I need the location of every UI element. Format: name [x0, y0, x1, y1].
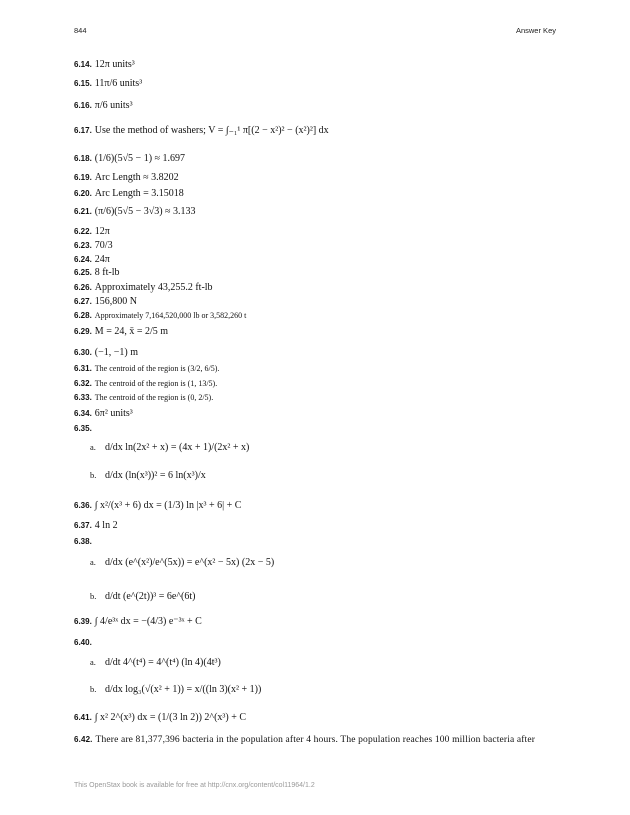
answer-text: ∫ x² 2^(x³) dx = (1/(3 ln 2)) 2^(x³) + C	[94, 712, 247, 723]
answer-6-22	[74, 226, 570, 238]
sub-label: b.	[90, 684, 97, 694]
section-title: Answer Key	[515, 26, 556, 35]
answer-6-40	[74, 637, 570, 649]
answer-6-25	[74, 267, 570, 279]
answer-6-28	[74, 310, 570, 322]
answer-text: The centroid of the region is (1, 13/5).	[94, 379, 218, 388]
answer-6-42	[74, 734, 570, 746]
sub-label: b.	[90, 591, 97, 601]
answer-text: 6π² units³	[94, 408, 133, 419]
answer-6-34	[74, 408, 570, 420]
answer-number: 6.15.	[74, 79, 92, 88]
answer-number: 6.34.	[74, 409, 92, 418]
answer-text: The centroid of the region is (0, 2/5).	[94, 393, 214, 402]
answer-6-35-a	[90, 441, 249, 454]
answer-text: (1/6)(5√5 − 1) ≈ 1.697	[94, 153, 186, 164]
answer-6-38	[74, 536, 570, 548]
answer-number: 6.19.	[74, 173, 92, 182]
answer-text: π/6 units³	[94, 100, 133, 111]
answer-number: 6.39.	[74, 617, 92, 626]
answer-text: 156,800 N	[94, 296, 138, 307]
answer-6-36	[74, 500, 570, 512]
answer-6-37	[74, 520, 570, 532]
answer-6-27	[74, 296, 570, 308]
answer-text: 8 ft-lb	[94, 267, 120, 278]
answer-6-41	[74, 712, 570, 724]
footer-note: This OpenStax book is available for free at http://cnx.org/content/col11964/1.2	[74, 782, 315, 789]
answer-text: There are 81,377,396 bacteria in the population after 4 hours. The population reaches 100 million bacteria after	[95, 735, 536, 745]
answer-number: 6.28.	[74, 311, 92, 320]
answer-text: 12π	[94, 226, 110, 237]
sub-text: d/dt (e^(2t))³ = 6e^(6t)	[105, 591, 196, 602]
answer-text: Approximately 43,255.2 ft-lb	[94, 282, 213, 293]
answer-number: 6.23.	[74, 241, 92, 250]
answer-text: 11π/6 units³	[94, 78, 143, 89]
answer-number: 6.24.	[74, 255, 92, 264]
answer-text: 70/3	[94, 240, 113, 251]
answer-6-19	[74, 172, 570, 184]
answer-number: 6.18.	[74, 154, 92, 163]
answer-number: 6.31.	[74, 364, 92, 373]
answer-6-40-a	[90, 656, 221, 669]
answer-text: ∫ x²/(x³ + 6) dx = (1/3) ln |x³ + 6| + C	[94, 500, 242, 511]
page-number: 844	[74, 26, 87, 35]
answer-number: 6.16.	[74, 101, 92, 110]
answer-6-20	[74, 188, 570, 200]
sub-label: a.	[90, 442, 96, 452]
answer-number: 6.30.	[74, 348, 92, 357]
sub-text: d/dx (ln(x³))² = 6 ln(x³)/x	[105, 470, 206, 481]
answer-6-33	[74, 392, 570, 404]
answer-text: Arc Length = 3.15018	[94, 188, 184, 199]
answer-6-21	[74, 206, 570, 218]
answer-text: 24π	[94, 254, 110, 265]
answer-number: 6.42.	[74, 735, 93, 744]
answer-6-14	[74, 59, 570, 71]
answer-number: 6.25.	[74, 268, 92, 277]
answer-text: Arc Length ≈ 3.8202	[94, 172, 179, 183]
answer-6-24	[74, 254, 570, 266]
answer-number: 6.38.	[74, 537, 92, 546]
answer-text: (π/6)(5√5 − 3√3) ≈ 3.133	[94, 206, 196, 217]
answer-number: 6.33.	[74, 393, 92, 402]
answer-number: 6.27.	[74, 297, 92, 306]
sub-label: a.	[90, 557, 96, 567]
sub-text: d/dt 4^(t⁴) = 4^(t⁴) (ln 4)(4t³)	[105, 657, 221, 668]
answer-6-35	[74, 423, 570, 435]
answer-text: ∫ 4/e³ˣ dx = −(4/3) e⁻³ˣ + C	[94, 616, 202, 627]
answer-6-40-b	[90, 683, 261, 696]
answer-text: Approximately 7,164,520,000 lb or 3,582,260 t	[94, 311, 247, 320]
answer-number: 6.32.	[74, 379, 92, 388]
sub-text: d/dx (e^(x²)/e^(5x)) = e^(x² − 5x) (2x − 5)	[105, 557, 275, 568]
answer-number: 6.36.	[74, 501, 92, 510]
answer-6-17	[74, 125, 570, 137]
answer-6-39	[74, 616, 570, 628]
sub-label: a.	[90, 657, 96, 667]
answer-number: 6.41.	[74, 713, 92, 722]
answer-6-23	[74, 240, 570, 252]
answer-text: M = 24, x̄ = 2/5 m	[94, 326, 169, 337]
sub-text: d/dx ln(2x² + x) = (4x + 1)/(2x² + x)	[105, 442, 250, 453]
answer-number: 6.40.	[74, 638, 92, 647]
answer-6-18	[74, 153, 570, 165]
answer-number: 6.22.	[74, 227, 92, 236]
answer-number: 6.17.	[74, 126, 92, 135]
answer-text: 12π units³	[94, 59, 135, 70]
answer-6-15	[74, 78, 570, 90]
answer-6-30	[74, 347, 570, 359]
answer-6-38-a	[90, 556, 274, 569]
answer-6-26	[74, 282, 570, 294]
answer-number: 6.26.	[74, 283, 92, 292]
answer-number: 6.37.	[74, 521, 92, 530]
sub-text: d/dx log₃(√(x² + 1)) = x/((ln 3)(x² + 1))	[105, 684, 262, 695]
answer-number: 6.14.	[74, 60, 92, 69]
answer-number: 6.35.	[74, 424, 92, 433]
answer-number: 6.29.	[74, 327, 92, 336]
sub-label: b.	[90, 470, 97, 480]
answer-number: 6.21.	[74, 207, 92, 216]
answer-6-29	[74, 326, 570, 338]
answer-text: The centroid of the region is (3/2, 6/5).	[94, 364, 220, 373]
answer-6-35-b	[90, 469, 206, 482]
answer-text: 4 ln 2	[94, 520, 118, 531]
answer-text: Use the method of washers; V = ∫₋₁¹ π[(2 − x²)² − (x²)²] dx	[94, 125, 329, 136]
answer-6-38-b	[90, 590, 196, 603]
answer-6-32	[74, 378, 570, 390]
answer-text: (−1, −1) m	[94, 347, 139, 358]
answer-6-31	[74, 363, 570, 375]
answer-6-16	[74, 100, 570, 112]
answer-number: 6.20.	[74, 189, 92, 198]
